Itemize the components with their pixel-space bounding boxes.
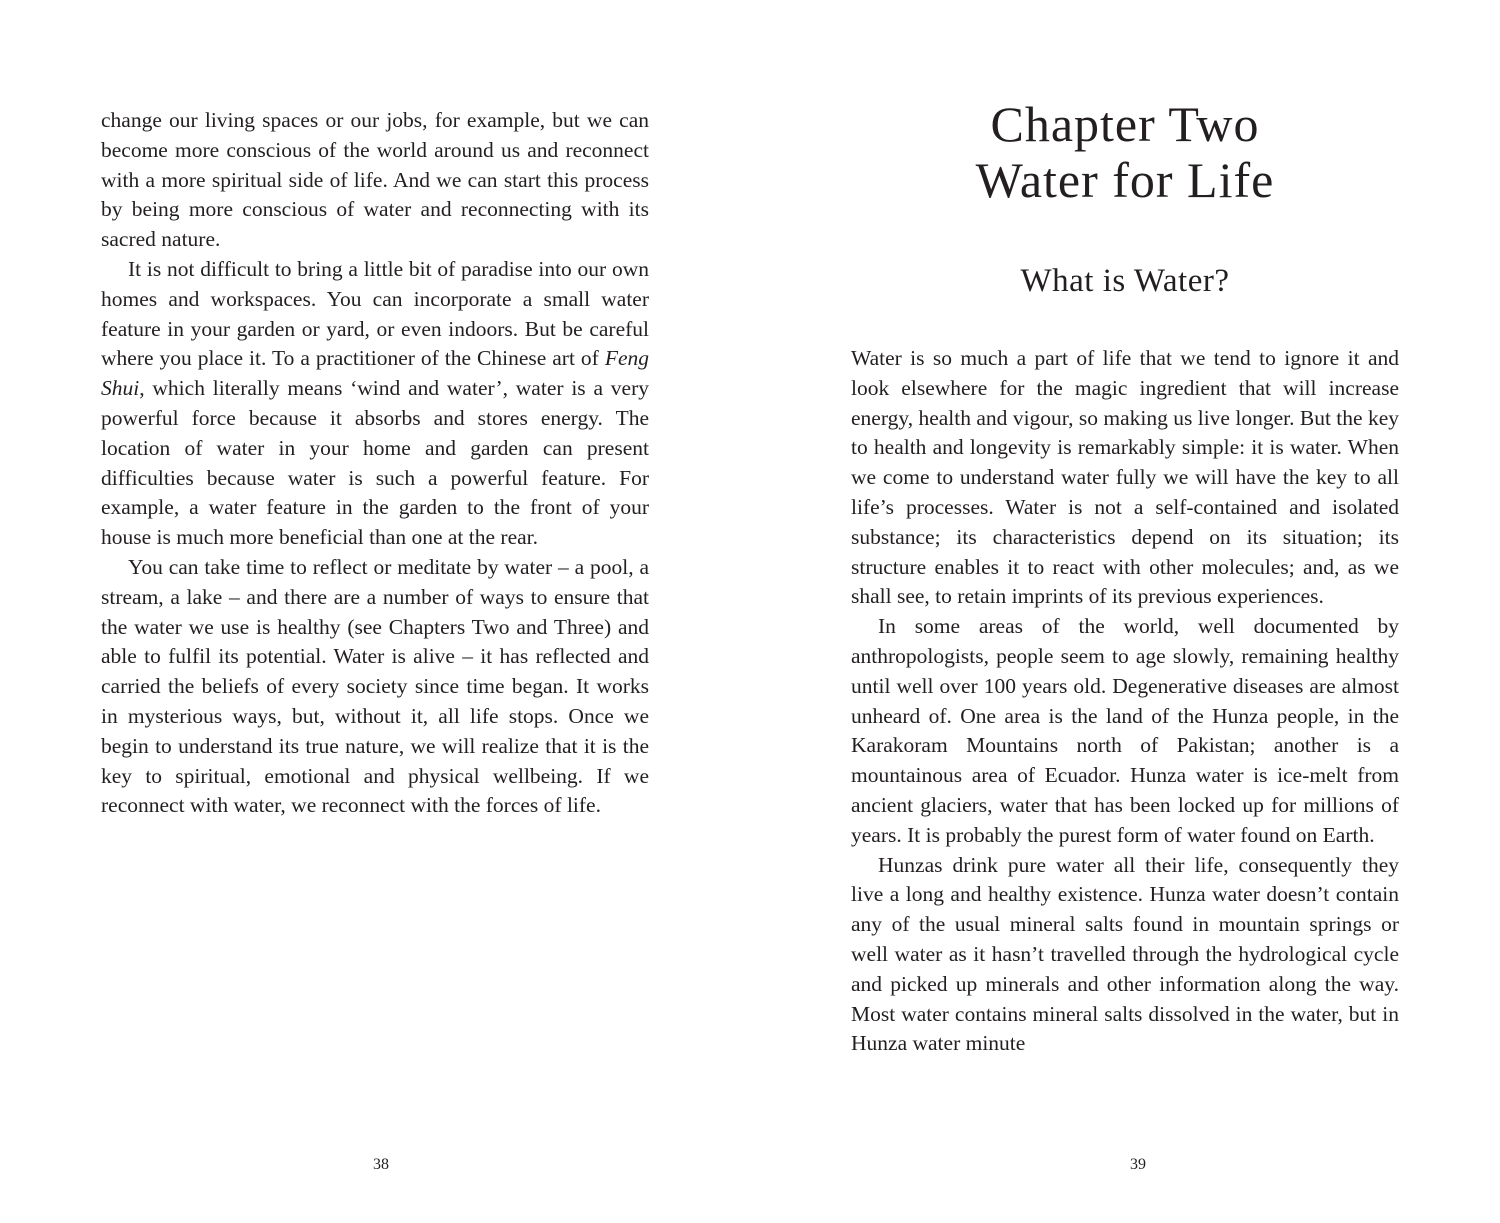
left-paragraph-3 <box>101 553 649 821</box>
left-body-text <box>101 106 649 821</box>
text-run: Water is so much a part of life that we tend to ignore it and look elsewhere for the magic ingredient that will increase energy, health and vigour, so making us live longer. But the key to health and longevity is remarkably simple: it is water. When we come to understand water fully we will have the key to all life’s processes. Water is not a self-contained and isolated substance; its characteristics depend on its situation; its structure enables it to react with other molecules; and, as we shall see, to retain imprints of its previous experiences. <box>851 346 1399 609</box>
chapter-number: Chapter Two <box>990 96 1260 152</box>
right-paragraph-3 <box>851 851 1399 1060</box>
text-run: It is not difficult to bring a little bit of paradise into our own homes and workspaces. You can incorporate a small water feature in your garden or yard, or even indoors. But be careful where you place it. To a practitioner of the Chinese art of <box>101 256 649 371</box>
right-paragraph-1 <box>851 344 1399 612</box>
text-run: You can take time to reflect or meditate by water – a pool, a stream, a lake – and there are a number of ways to ensure that the water we use is healthy (see Chapters Two and Three) and able to fulfil its potential. Water is alive – it has reflected and carried the beliefs of every society since time began. It works in mysterious ways, but, without it, all life stops. Once we begin to understand its true nature, we will realize that it is the key to spiritual, emotional and physical wellbeing. If we reconnect with water, we reconnect with the forces of life. <box>101 554 649 818</box>
text-run: In some areas of the world, well documented by anthropologists, people seem to age slowly, remaining healthy until well over 100 years old. Degenerative diseases are almost unheard of. One area is the land of the Hunza people, in the Karakoram Mountains north of Pakistan; another is a mountainous area of Ecuador. Hunza water is ice-melt from ancient glaciers, water that has been locked up for millions of years. It is probably the purest form of water found on Earth. <box>851 614 1399 847</box>
right-body-text <box>851 344 1399 1059</box>
chapter-name: Water for Life <box>975 152 1275 208</box>
italic-term: Feng Shui <box>101 346 649 401</box>
left-paragraph-2 <box>101 255 649 553</box>
text-run: change our living spaces or our jobs, for example, but we can become more conscious of the world around us and reconnect with a more spiritual side of life. And we can start this process by being more conscious of water and reconnecting with its sacred nature. <box>101 108 649 252</box>
page-number-right: 39 <box>1130 1156 1146 1173</box>
page-number-left: 38 <box>373 1156 389 1173</box>
right-paragraph-2 <box>851 612 1399 850</box>
left-paragraph-1 <box>101 106 649 255</box>
right-page <box>750 0 1500 1223</box>
text-run: , which literally means ‘wind and water’, water is a very powerful force because it absorbs and stores energy. The location of water in your home and garden can present difficulties because water is such a powerful feature. For example, a water feature in the garden to the front of your house is much more beneficial than one at the rear. <box>101 376 649 550</box>
text-run: Hunzas drink pure water all their life, consequently they live a long and healthy existence. Hunza water doesn’t contain any of the usual mineral salts found in mountain springs or well water as it hasn’t travelled through the hydrological cycle and picked up minerals and other information along the way. Most water contains mineral salts dissolved in the water, but in Hunza water minute <box>851 852 1399 1056</box>
chapter-title <box>750 96 1500 208</box>
section-title: What is Water? <box>1020 263 1230 299</box>
